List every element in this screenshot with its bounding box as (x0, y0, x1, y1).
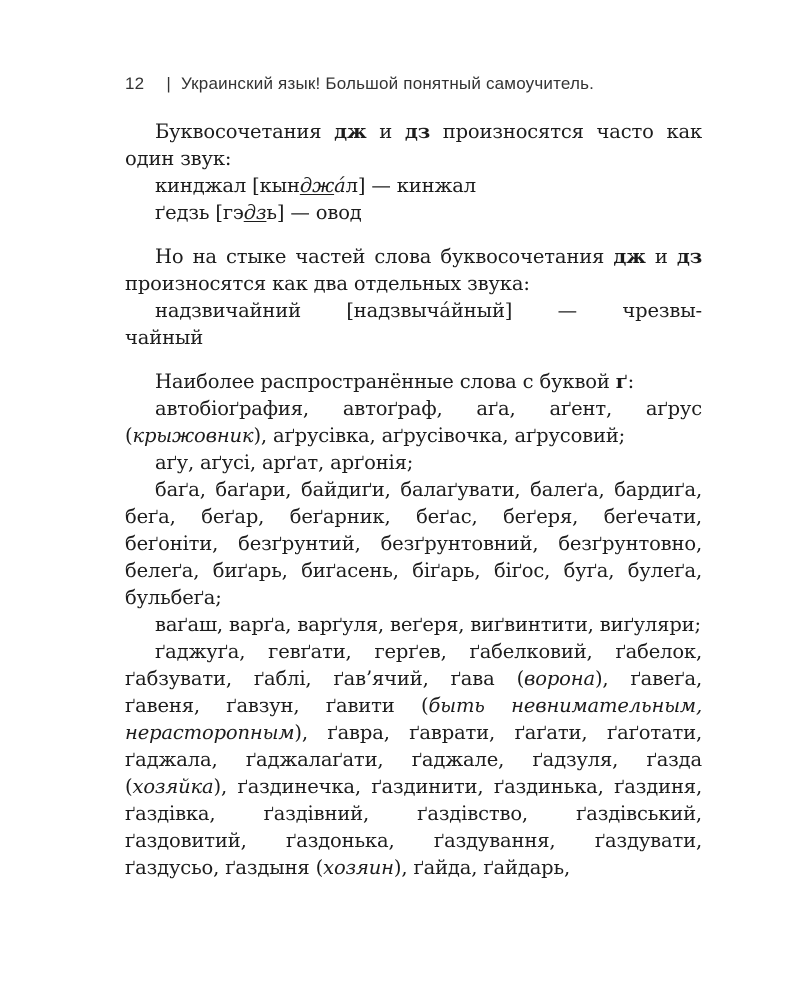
text-run: ), ґавра, ґаврати, ґаґати, ґаґотати, ґаджала, ґаджалаґати, ґаджале, ґадзуля, ґазда ( (125, 721, 702, 798)
underlined-digraph: дж (299, 174, 335, 197)
paragraph-g-words-intro (125, 368, 702, 395)
text-run: л] — кинжал (345, 174, 476, 197)
text-run: ь] — овод (266, 201, 362, 224)
underlined-digraph: дз (243, 201, 267, 224)
example-gedz (125, 199, 702, 226)
page-number: 12 (125, 74, 145, 93)
text-run: ґаджуґа, гевґати, герґев, ґабелковий, ґабелок, ґабзувати, ґаблі, ґав’ячий, ґава ( (125, 640, 702, 690)
page-body (125, 118, 702, 881)
word-list-v: ваґаш, варґа, варґуля, веґеря, виґвинтити, виґуляри; (155, 613, 701, 636)
bold-digraph-dzh: дж (334, 120, 367, 143)
text-run: Наиболее распространённые слова с буквой (155, 370, 616, 393)
italic-translation: хозяин (323, 856, 394, 879)
word-list-a-2: аґу, аґусі, арґат, арґонія; (155, 451, 414, 474)
text-run: Буквосочетания (155, 120, 335, 143)
word-list-b: баґа, баґари, байдиґи, балаґувати, балеґа, бардиґа, беґа, беґар, беґарник, беґас, беґеря, беґечати, беґоніти, безґрунтий, безґрунтовний, безґрунтовно, белеґа, биґарь, биґасень, біґарь, біґос, буґа, булеґа, бульбеґа; (125, 478, 702, 609)
header-separator: | (166, 74, 171, 93)
paragraph-digraphs-single-sound (125, 118, 702, 172)
italic-translation: ворона (524, 667, 595, 690)
bold-digraph-dzh: дж (613, 245, 646, 268)
text-run: автобіоґрафия, автоґраф, аґа, аґент, аґрус ( (125, 397, 702, 447)
text-run: : (627, 370, 635, 393)
running-header (125, 74, 594, 94)
text-run: ґедзь [гэ (155, 201, 244, 224)
example-kyndzhal (125, 172, 702, 199)
italic-translation: быть невнимательным, нерасторопным (125, 694, 702, 744)
bold-letter-g: ґ (615, 370, 628, 393)
text-run: Но на стыке частей слова буквосочетания (155, 245, 614, 268)
text-run: кинджал [кын (155, 174, 300, 197)
italic-translation: крыжовник (132, 424, 254, 447)
paragraph-digraphs-two-sounds (125, 243, 702, 297)
text-run: ), аґрусівка, аґрусівочка, аґрусовий; (253, 424, 626, 447)
text-run: произносятся как два отдельных звука: (125, 272, 530, 295)
word-list-a-1 (125, 395, 702, 449)
italic-translation: хозяйка (132, 775, 214, 798)
book-title: Украинский язык! Большой понятный самоучитель. (180, 74, 595, 93)
text-run: и (645, 245, 677, 268)
bold-digraph-dz: дз (404, 120, 431, 143)
text-run: ), ґаздинечка, ґаздинити, ґаздинька, ґаздиня, ґаздівка, ґаздівний, ґаздівство, ґаздівський, ґаздовитий, ґаздонька, ґаздування, ґаздувати, ґаздусьо, ґаздыня ( (125, 775, 702, 879)
text-run: и (366, 120, 405, 143)
example-nadzvychainyi-line1: надзвичайний [надзвычáйный] — чрезвы- (155, 299, 702, 322)
example-nadzvychainyi-line2: чайный (125, 326, 204, 349)
bold-digraph-dz: дз (676, 245, 702, 268)
text-run: ), ґайда, ґайдарь, (393, 856, 571, 879)
word-list-g (125, 638, 702, 881)
text-run: ), ґавеґа, ґавеня, ґавзун, ґавити ( (125, 667, 702, 717)
stressed-vowel: á (334, 174, 346, 197)
text-run: произносятся часто как один звук: (125, 120, 702, 170)
